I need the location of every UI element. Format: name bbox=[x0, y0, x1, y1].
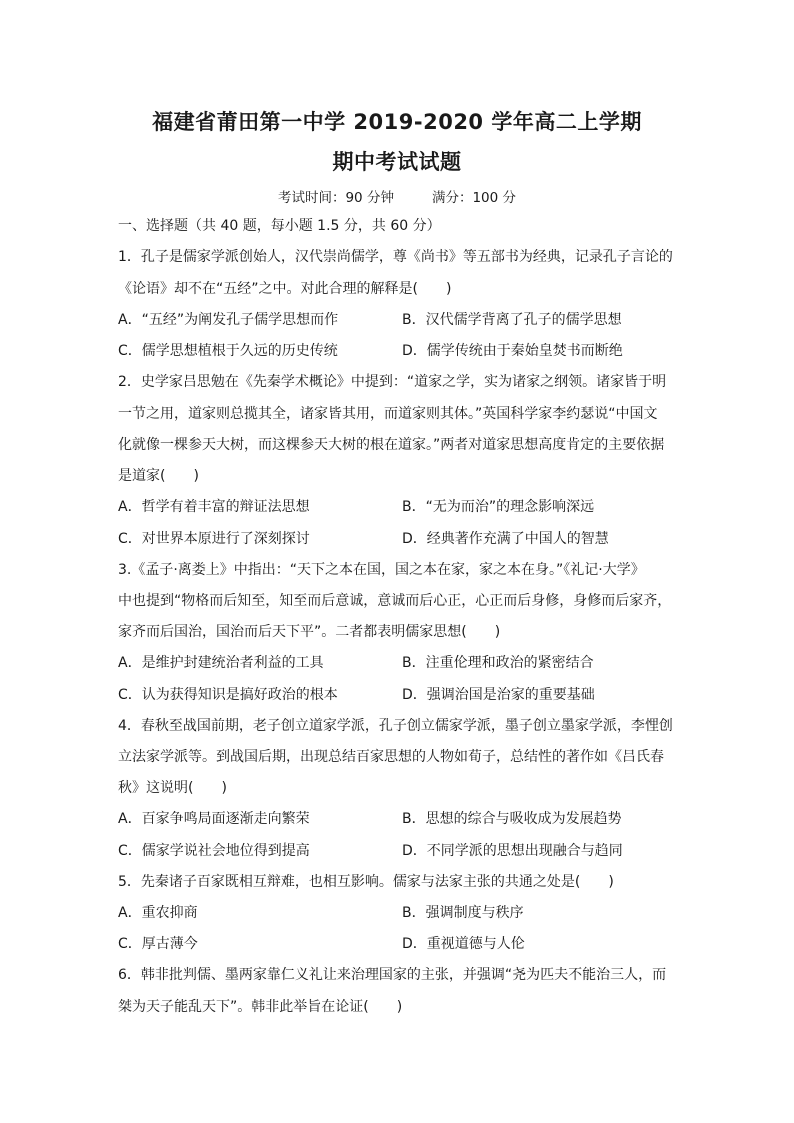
question-2-option-c: C．对世界本原进行了深刻探讨 bbox=[118, 531, 310, 547]
exam-title-line2: 期中考试试题 bbox=[332, 150, 462, 174]
question-4-option-c: C．儒家学说社会地位得到提高 bbox=[118, 843, 310, 859]
question-1-option-c: C．儒学思想植根于久远的历史传统 bbox=[118, 343, 338, 359]
exam-meta bbox=[0, 186, 794, 206]
question-2-line-2: 一节之用，道家则总揽其全，诸家皆其用，而道家则其体。”英国科学家李约瑟说“中国文 bbox=[118, 406, 658, 422]
question-1-option-b: B．汉代儒学背离了孔子的儒学思想 bbox=[402, 312, 622, 328]
question-3-option-d: D．强调治国是治家的重要基础 bbox=[402, 687, 595, 703]
exam-title-line1: 福建省莆田第一中学 2019-2020 学年高二上学期 bbox=[152, 110, 642, 134]
question-6-line-2: 桀为天子能乱天下”。韩非此举旨在论证( ) bbox=[118, 999, 403, 1015]
question-1-line-1: 1．孔子是儒家学派创始人，汉代崇尚儒学，尊《尚书》等五部书为经典，记录孔子言论的 bbox=[118, 249, 673, 265]
question-3-option-a: A．是维护封建统治者利益的工具 bbox=[118, 655, 324, 671]
question-1-line-2: 《论语》却不在“五经”之中。对此合理的解释是( ) bbox=[118, 281, 452, 297]
question-4-line-3: 秋》这说明( ) bbox=[118, 780, 227, 796]
question-1-option-d: D．儒学传统由于秦始皇焚书而断绝 bbox=[402, 343, 623, 359]
question-4-line-2: 立法家学派等。到战国后期，出现总结百家思想的人物如荀子，总结性的著作如《吕氏春 bbox=[118, 749, 664, 765]
question-6-line-1: 6．韩非批判儒、墨两家靠仁义礼让来治理国家的主张，并强调“尧为匹夫不能治三人，而 bbox=[118, 967, 667, 983]
question-1-option-a: A．“五经”为阐发孔子儒学思想而作 bbox=[118, 312, 339, 328]
question-3-line-2: 中也提到“物格而后知至，知至而后意诚，意诚而后心正，心正而后身修，身修而后家齐， bbox=[118, 593, 672, 609]
question-2-line-3: 化就像一棵参天大树，而这棵参天大树的根在道家。”两者对道家思想高度肯定的主要依据 bbox=[118, 437, 665, 453]
full-score: 满分：100 分 bbox=[431, 190, 517, 206]
question-3-option-b: B．注重伦理和政治的紧密结合 bbox=[402, 655, 594, 671]
section-heading: 一、选择题（共 40 题，每小题 1.5 分，共 60 分） bbox=[118, 218, 441, 234]
question-2-line-1: 2．史学家吕思勉在《先秦学术概论》中提到：“道家之学，实为诸家之纲领。诸家皆于明 bbox=[118, 374, 667, 390]
question-5-line-1: 5．先秦诸子百家既相互辩难，也相互影响。儒家与法家主张的共通之处是( ) bbox=[118, 874, 614, 890]
question-3-line-1: 3.《孟子·离娄上》中指出：“天下之本在国，国之本在家，家之本在身。”《礼记·大学》 bbox=[118, 562, 645, 578]
question-5-option-b: B．强调制度与秩序 bbox=[402, 905, 524, 921]
question-4-option-d: D．不同学派的思想出现融合与趋同 bbox=[402, 843, 623, 859]
question-2-option-d: D．经典著作充满了中国人的智慧 bbox=[402, 531, 609, 547]
question-2-option-b: B．“无为而治”的理念影响深远 bbox=[402, 499, 595, 515]
exam-time: 考试时间：90 分钟 bbox=[277, 190, 394, 206]
question-5-option-a: A．重农抑商 bbox=[118, 905, 198, 921]
question-3-option-c: C．认为获得知识是搞好政治的根本 bbox=[118, 687, 338, 703]
question-2-line-4: 是道家( ) bbox=[118, 468, 199, 484]
question-5-option-c: C．厚古薄今 bbox=[118, 936, 198, 952]
question-4-option-a: A．百家争鸣局面逐渐走向繁荣 bbox=[118, 811, 310, 827]
question-4-line-1: 4．春秋至战国前期，老子创立道家学派，孔子创立儒家学派，墨子创立墨家学派，李悝创 bbox=[118, 718, 673, 734]
question-4-option-b: B．思想的综合与吸收成为发展趋势 bbox=[402, 811, 622, 827]
question-3-line-3: 家齐而后国治，国治而后天下平”。二者都表明儒家思想( ) bbox=[118, 624, 501, 640]
question-2-option-a: A．哲学有着丰富的辩证法思想 bbox=[118, 499, 310, 515]
question-5-option-d: D．重视道德与人伦 bbox=[402, 936, 525, 952]
